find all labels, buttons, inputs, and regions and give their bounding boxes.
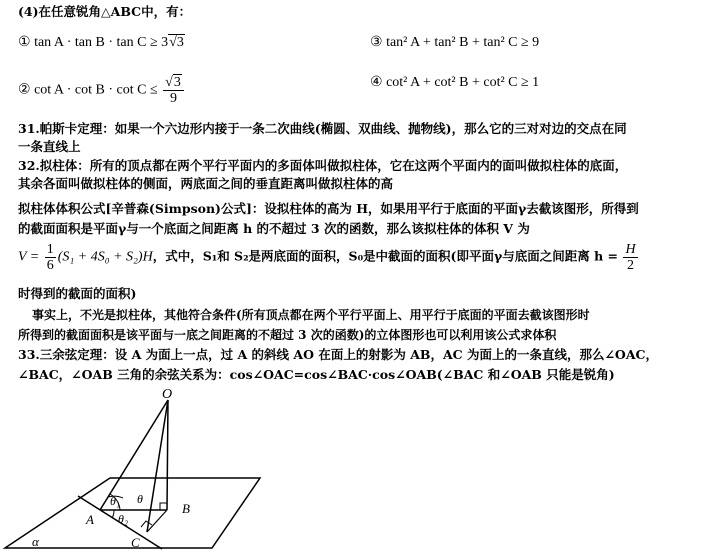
formula-4-number: ④ xyxy=(370,75,383,90)
label-theta1: θ₁ xyxy=(110,494,121,508)
label-B: B xyxy=(182,501,190,516)
right-angle-mark-B xyxy=(160,503,167,510)
formula-1-body: tan A · tan B · tan C ≥ 3 xyxy=(34,35,169,50)
simpson-frac-den: 6 xyxy=(46,258,54,273)
section-32-line-3: 拟柱体体积公式[辛普森(Simpson)公式]：设拟柱体的高为 H，如果用平行于底面的平面γ去截该图形，所得到 xyxy=(18,201,639,216)
formula-1-sqrt: √3 xyxy=(169,35,184,50)
simpson-frac-num: 1 xyxy=(46,242,54,257)
formula-3-number: ③ xyxy=(370,35,383,50)
theorem-33-line-2: ∠BAC，∠OAB 三角的余弦关系为：cos∠OAC=cos∠BAC·cos∠OAB(∠BAC 和∠OAB 只能是锐角) xyxy=(18,367,615,382)
h-frac-den: 2 xyxy=(627,258,635,273)
label-O: O xyxy=(162,387,173,402)
theorem-31-line-1: 31.帕斯卡定理：如果一个六边形内接于一条二次曲线(椭圆、双曲线、抛物线)，那么它的三对对边的交点在同 xyxy=(18,121,627,136)
simpson-rhs: (S₁ + 4S₀ + S₂)H xyxy=(57,249,153,265)
formula-2-body: cot A · cot B · cot C ≤ xyxy=(34,82,158,98)
right-angle-mark-C xyxy=(141,521,152,527)
section-32-line-2: 其余各面叫做拟柱体的侧面，两底面之间的垂直距离叫做拟柱体的高 xyxy=(18,176,394,191)
angle-arc-theta2 xyxy=(112,510,114,518)
segment-OB xyxy=(167,400,168,510)
label-A: A xyxy=(86,512,94,527)
formula-2-fraction: $\frac{√3}{9}$ xyxy=(163,75,184,106)
section-32-line-7: 事实上，不光是拟柱体，其他符合条件(所有顶点都在两个平行平面上、用平行于底面的平面去截该图形时 xyxy=(32,308,590,322)
simpson-explanation: ，式中，S₁和 S₂是两底面的面积，S₀是中截面的面积(即平面γ与底面之间距离 h = xyxy=(152,248,618,264)
formula-3-body: tan² A + tan² B + tan² C ≥ 9 xyxy=(386,35,540,50)
section-32-line-8: 所得到的截面面积是该平面与一底之间距离的不超过 3 次的函数)的立体图形也可以利用该公式求体积 xyxy=(18,328,557,342)
formula-4-body: cot² A + cot² B + cot² C ≥ 1 xyxy=(386,75,540,90)
label-theta2: θ₂ xyxy=(118,512,129,526)
section-4-heading: (4)在任意锐角△ABC中，有： xyxy=(18,4,192,19)
label-alpha: α xyxy=(32,534,39,549)
h-frac-num: H xyxy=(625,242,636,257)
formula-1-radicand: 3 xyxy=(176,35,184,50)
formula-1-number: ① xyxy=(18,35,31,50)
label-theta: θ xyxy=(137,492,143,506)
formula-2-frac-num: 3 xyxy=(173,75,181,90)
simpson-lhs: V = xyxy=(18,249,40,265)
label-C: C xyxy=(131,535,140,550)
theorem-31-line-2: 一条直线上 xyxy=(18,139,81,154)
section-32-line-6: 时得到的截面的面积) xyxy=(18,286,137,301)
theorem-33-line-1: 33.三余弦定理：设 A 为面上一点，过 A 的斜线 AO 在面上的射影为 AB，AC 为面上的一条直线，那么∠OAC， xyxy=(18,347,658,362)
formula-2-number: ② xyxy=(18,82,31,98)
section-32-line-1: 32.拟柱体：所有的顶点都在两个平行平面内的多面体叫做拟柱体，它在这两个平面内的面叫做拟柱体的底面， xyxy=(18,158,628,173)
section-32-line-4: 的截面面积是平面γ与一个底面之间距离 h 的不超过 3 次的函数，那么该拟柱体的体积 V 为 xyxy=(18,221,530,236)
formula-2-frac-den: 9 xyxy=(169,91,177,106)
